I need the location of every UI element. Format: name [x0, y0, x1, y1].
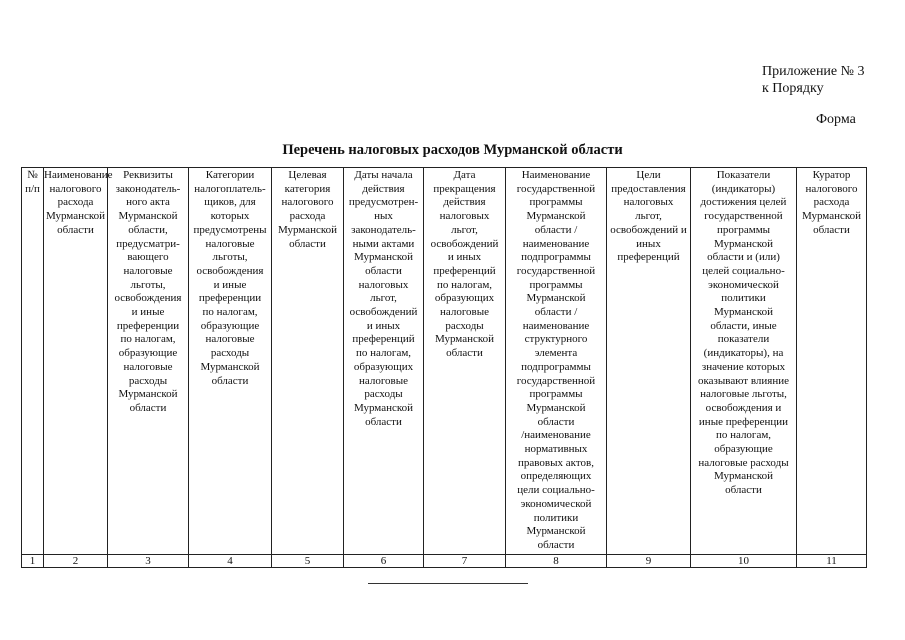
column-number-cell: 9 — [607, 554, 691, 567]
header-cell-name: Наименование налогового расхода Мурманской области — [44, 168, 108, 555]
header-cell-number: № п/п — [22, 168, 44, 555]
header-cell-taxpayer-categories: Категории налогоплатель- щиков, для которых предусмотрены налоговые льготы, освобождения и иные преференции по налогам, образующие налоговые расходы Мурманской области — [189, 168, 272, 555]
header-cell-law-details: Реквизиты законодатель- ного акта Мурманской области, предусматри- вающего налоговые льготы, освобождения и иные преференции по налогам, образующие налоговые расходы Мурманской области — [108, 168, 189, 555]
column-number-cell: 1 — [22, 554, 44, 567]
header-cell-goals: Цели предоставления налоговых льгот, освобождений и иных преференций — [607, 168, 691, 555]
annex-number: Приложение № 3 — [762, 64, 865, 79]
annex-reference: к Порядку — [762, 81, 824, 96]
header-cell-start-date: Даты начала действия предусмотрен- ных законодатель- ными актами Мурманской области налоговых льгот, освобождений и иных преференций по налогам, образующих налоговые расходы Мурманской области — [344, 168, 424, 555]
annex-label — [762, 63, 865, 97]
table-header-row — [22, 168, 867, 555]
header-cell-indicators: Показатели (индикаторы) достижения целей государственной программы Мурманской области и (или) целей социально- экономической политики Мурманской области, иные показатели (индикаторы), на значение которых оказывают влияние налоговые льготы, освобождения и иные преференции по налогам, образующие налоговые расходы Мурманской области — [691, 168, 797, 555]
header-cell-curator: Куратор налогового расхода Мурманской области — [797, 168, 867, 555]
document-title: Перечень налоговых расходов Мурманской области — [282, 142, 623, 158]
header-cell-target-category: Целевая категория налогового расхода Мурманской области — [272, 168, 344, 555]
header-cell-end-date: Дата прекращения действия налоговых льгот, освобождений и иных преференций по налогам, образующих налоговые расходы Мурманской области — [424, 168, 506, 555]
column-number-cell: 7 — [424, 554, 506, 567]
column-number-cell: 5 — [272, 554, 344, 567]
column-number-cell: 3 — [108, 554, 189, 567]
column-number-cell: 2 — [44, 554, 108, 567]
column-number-cell: 10 — [691, 554, 797, 567]
column-number-cell: 6 — [344, 554, 424, 567]
column-number-cell: 8 — [506, 554, 607, 567]
column-number-cell: 11 — [797, 554, 867, 567]
footer-divider — [368, 583, 528, 584]
tax-expenditure-table — [21, 167, 867, 568]
column-number-cell: 4 — [189, 554, 272, 567]
form-label: Форма — [816, 112, 856, 127]
column-number-row — [22, 554, 867, 567]
header-cell-program: Наименование государственной программы Мурманской области / наименование подпрограммы государственной программы Мурманской области / наименование структурного элемента подпрограммы государственной программы Мурманской области /наименование нормативных правовых актов, определяющих цели социально- экономической политики Мурманской области — [506, 168, 607, 555]
